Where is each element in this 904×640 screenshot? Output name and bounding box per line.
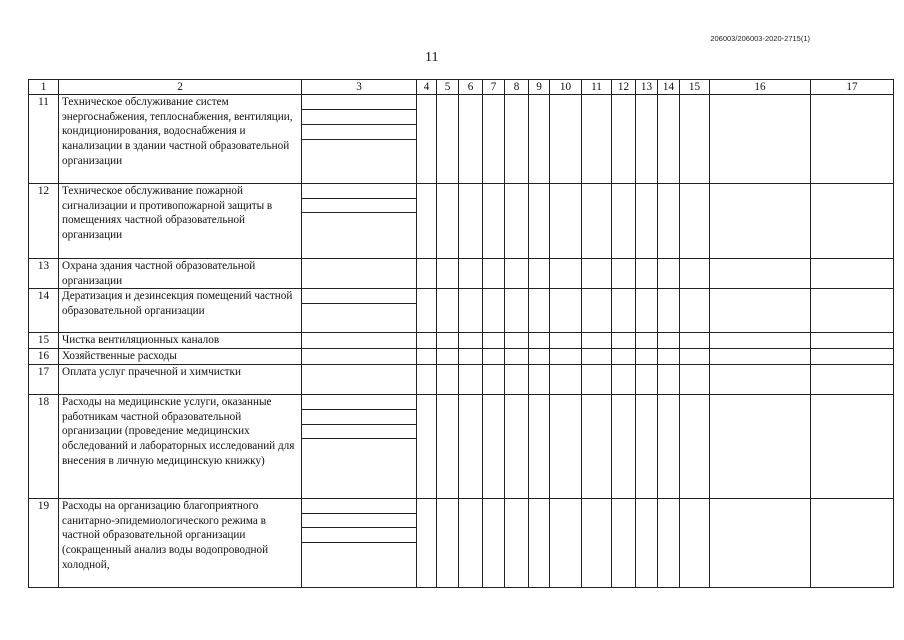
table-cell: [811, 394, 894, 498]
table-cell: [636, 349, 658, 365]
table-cell: [437, 498, 459, 587]
amount-cell: [302, 95, 417, 184]
table-cell: [582, 333, 612, 349]
table-cell: [710, 184, 811, 259]
table-cell: [483, 333, 505, 349]
table-cell: [680, 498, 710, 587]
header-cell: 1: [29, 80, 59, 95]
table-cell: [811, 498, 894, 587]
table-cell: [680, 289, 710, 333]
header-cell: 16: [710, 80, 811, 95]
row-number: 16: [29, 349, 59, 365]
table-cell: [612, 349, 636, 365]
row-number: 11: [29, 95, 59, 184]
table-cell: [505, 289, 529, 333]
table-cell: [529, 289, 550, 333]
table-cell: [529, 498, 550, 587]
table-cell: [483, 349, 505, 365]
table-cell: [483, 364, 505, 394]
table-cell: [636, 394, 658, 498]
table-cell: [529, 259, 550, 289]
table-cell: [417, 259, 437, 289]
table-cell: [437, 349, 459, 365]
table-cell: [612, 333, 636, 349]
table-cell: [459, 95, 483, 184]
header-cell: 14: [658, 80, 680, 95]
table-cell: [459, 364, 483, 394]
row-number: 12: [29, 184, 59, 259]
table-cell: [658, 333, 680, 349]
document-id: 206003/206003-2020-2715(1): [710, 34, 810, 43]
table-cell: [550, 289, 582, 333]
table-cell: [811, 184, 894, 259]
table-row: [29, 333, 894, 349]
table-row: [29, 349, 894, 365]
table-cell: [636, 184, 658, 259]
page-number: 11: [425, 50, 439, 65]
table-cell: [811, 364, 894, 394]
table-row: [29, 184, 894, 259]
row-number: 13: [29, 259, 59, 289]
sub-divider: [302, 438, 416, 439]
sub-divider: [302, 109, 416, 110]
table-cell: [636, 364, 658, 394]
table-cell: [505, 95, 529, 184]
table-cell: [582, 394, 612, 498]
table-cell: [658, 364, 680, 394]
sub-divider: [302, 212, 416, 213]
table-cell: [550, 349, 582, 365]
row-description: Дератизация и дезинсекция помещений частной образовательной организации: [59, 289, 302, 333]
table-cell: [483, 95, 505, 184]
table-cell: [459, 333, 483, 349]
sub-divider: [302, 139, 416, 140]
table-cell: [437, 289, 459, 333]
row-description: Расходы на организацию благоприятного санитарно-эпидемиологического режима в частной образовательной организации (сокращенный анализ воды водопроводной холодной,: [59, 498, 302, 587]
row-description: Техническое обслуживание пожарной сигнализации и противопожарной защиты в помещениях частной образовательной организации: [59, 184, 302, 259]
table-cell: [710, 95, 811, 184]
table-cell: [811, 95, 894, 184]
table-cell: [612, 289, 636, 333]
table-cell: [636, 498, 658, 587]
table-cell: [582, 349, 612, 365]
table-cell: [550, 498, 582, 587]
sub-divider: [302, 124, 416, 125]
table-cell: [680, 333, 710, 349]
header-cell: 2: [59, 80, 302, 95]
table-cell: [658, 394, 680, 498]
table-cell: [483, 394, 505, 498]
sub-divider: [302, 527, 416, 528]
header-cell: 15: [680, 80, 710, 95]
row-description: Оплата услуг прачечной и химчистки: [59, 364, 302, 394]
sub-divider: [302, 198, 416, 199]
row-description: Охрана здания частной образовательной организации: [59, 259, 302, 289]
header-cell: 11: [582, 80, 612, 95]
row-number: 19: [29, 498, 59, 587]
table-cell: [710, 259, 811, 289]
table-cell: [437, 259, 459, 289]
sub-divider: [302, 303, 416, 304]
table-cell: [459, 498, 483, 587]
table-cell: [550, 333, 582, 349]
header-cell: 9: [529, 80, 550, 95]
table-cell: [459, 259, 483, 289]
table-cell: [550, 394, 582, 498]
table-cell: [658, 259, 680, 289]
table-cell: [483, 289, 505, 333]
table-cell: [550, 184, 582, 259]
table-cell: [658, 289, 680, 333]
table-cell: [582, 289, 612, 333]
row-number: 18: [29, 394, 59, 498]
table-cell: [582, 259, 612, 289]
table-cell: [582, 498, 612, 587]
table-cell: [636, 289, 658, 333]
table-cell: [417, 394, 437, 498]
header-cell: 10: [550, 80, 582, 95]
table-cell: [680, 364, 710, 394]
table-row: [29, 364, 894, 394]
header-cell: 8: [505, 80, 529, 95]
table-cell: [483, 184, 505, 259]
table-cell: [582, 364, 612, 394]
table-cell: [483, 498, 505, 587]
table-row: [29, 394, 894, 498]
table-cell: [612, 95, 636, 184]
table-cell: [505, 364, 529, 394]
row-number: 17: [29, 364, 59, 394]
table-cell: [680, 394, 710, 498]
table-cell: [437, 95, 459, 184]
table-cell: [437, 394, 459, 498]
table-cell: [636, 333, 658, 349]
table-cell: [680, 349, 710, 365]
table-cell: [437, 333, 459, 349]
header-cell: 17: [811, 80, 894, 95]
sub-divider: [302, 424, 416, 425]
table-cell: [811, 289, 894, 333]
table-cell: [658, 95, 680, 184]
table-cell: [710, 289, 811, 333]
table-cell: [680, 184, 710, 259]
table-cell: [417, 95, 437, 184]
table-cell: [550, 259, 582, 289]
table-cell: [505, 498, 529, 587]
header-cell: 5: [437, 80, 459, 95]
row-description: Расходы на медицинские услуги, оказанные работникам частной образовательной организации (проведение медицинских обследований и лабораторных исследований для внесения в личную медицинскую книжку): [59, 394, 302, 498]
table-cell: [612, 259, 636, 289]
table-cell: [417, 349, 437, 365]
amount-cell: [302, 394, 417, 498]
sub-divider: [302, 409, 416, 410]
amount-cell: [302, 259, 417, 289]
table-cell: [529, 364, 550, 394]
header-cell: 6: [459, 80, 483, 95]
table-cell: [612, 498, 636, 587]
row-description: Хозяйственные расходы: [59, 349, 302, 365]
table-cell: [680, 95, 710, 184]
table-cell: [505, 333, 529, 349]
header-cell: 12: [612, 80, 636, 95]
table-cell: [459, 184, 483, 259]
table-cell: [505, 184, 529, 259]
header-cell: 4: [417, 80, 437, 95]
row-number: 15: [29, 333, 59, 349]
table-cell: [811, 349, 894, 365]
table-cell: [710, 349, 811, 365]
table-cell: [658, 349, 680, 365]
table-cell: [550, 364, 582, 394]
table-cell: [417, 289, 437, 333]
table-cell: [811, 259, 894, 289]
row-description: Техническое обслуживание систем энергоснабжения, теплоснабжения, вентиляции, кондиционирования, водоснабжения и канализации в здании частной образовательной организации: [59, 95, 302, 184]
amount-cell: [302, 498, 417, 587]
amount-cell: [302, 364, 417, 394]
table-cell: [680, 259, 710, 289]
table-cell: [658, 498, 680, 587]
table-cell: [811, 333, 894, 349]
table-cell: [710, 394, 811, 498]
table-header-row: [29, 80, 894, 95]
table-cell: [505, 349, 529, 365]
table-row: [29, 259, 894, 289]
table-cell: [658, 184, 680, 259]
table-cell: [710, 333, 811, 349]
table-cell: [417, 498, 437, 587]
table-cell: [529, 184, 550, 259]
table-cell: [612, 184, 636, 259]
header-cell: 7: [483, 80, 505, 95]
table-cell: [529, 333, 550, 349]
header-cell: 3: [302, 80, 417, 95]
table-cell: [710, 364, 811, 394]
table-cell: [529, 95, 550, 184]
table-row: [29, 289, 894, 333]
amount-cell: [302, 184, 417, 259]
amount-cell: [302, 289, 417, 333]
table-cell: [417, 333, 437, 349]
amount-cell: [302, 333, 417, 349]
table-cell: [417, 184, 437, 259]
amount-cell: [302, 349, 417, 365]
budget-table: [28, 79, 894, 588]
table-cell: [529, 349, 550, 365]
table-cell: [459, 394, 483, 498]
table-cell: [505, 259, 529, 289]
table-row: [29, 95, 894, 184]
sub-divider: [302, 542, 416, 543]
table-cell: [505, 394, 529, 498]
row-number: 14: [29, 289, 59, 333]
table-cell: [612, 394, 636, 498]
table-cell: [636, 259, 658, 289]
table-cell: [437, 184, 459, 259]
table-cell: [710, 498, 811, 587]
table-cell: [636, 95, 658, 184]
table-cell: [582, 184, 612, 259]
sub-divider: [302, 513, 416, 514]
table-cell: [529, 394, 550, 498]
table-cell: [612, 364, 636, 394]
table-cell: [550, 95, 582, 184]
table-cell: [417, 364, 437, 394]
row-description: Чистка вентиляционных каналов: [59, 333, 302, 349]
table-cell: [459, 289, 483, 333]
table-cell: [459, 349, 483, 365]
table-cell: [437, 364, 459, 394]
table-row: [29, 498, 894, 587]
header-cell: 13: [636, 80, 658, 95]
table-cell: [582, 95, 612, 184]
table-cell: [483, 259, 505, 289]
